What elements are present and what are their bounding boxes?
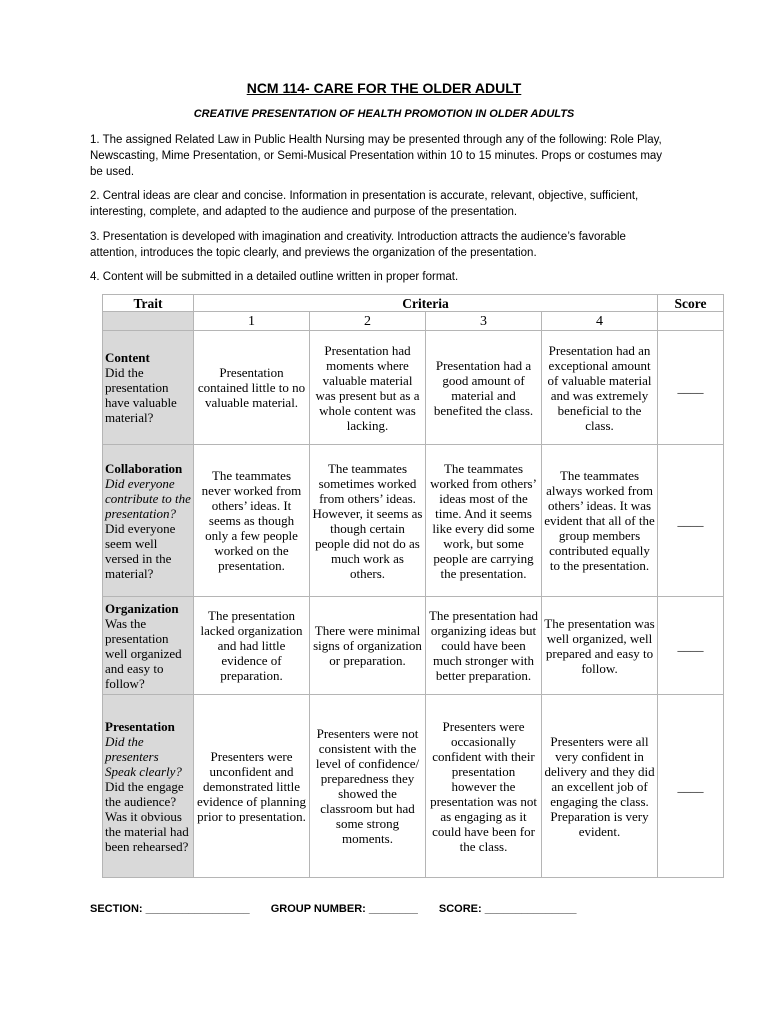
score-spacer: [658, 312, 724, 331]
trait-name: Presentation: [105, 718, 175, 734]
instruction-4: 4. Content will be submitted in a detailed outline written in proper format.: [90, 271, 459, 283]
criteria-cell: The presentation lacked organization and had little evidence of preparation.: [194, 597, 310, 695]
group-number-field[interactable]: GROUP NUMBER: ________: [270, 903, 418, 915]
trait-name: Organization: [105, 600, 179, 616]
document-title: NCM 114- CARE FOR THE OLDER ADULT: [246, 80, 522, 96]
score-field[interactable]: ____: [658, 597, 724, 695]
level-3: 3: [426, 312, 542, 331]
section-field[interactable]: SECTION: _________________: [90, 903, 250, 915]
criteria-cell: Presentation had moments where valuable material was present but as a whole content was lacking.: [310, 331, 426, 445]
trait-cell-collaboration: [103, 445, 194, 597]
criteria-cell: The teammates never worked from others’ ideas. It seems as though only a few people worked on the presentation.: [194, 445, 310, 597]
criteria-cell: Presenters were not consistent with the level of confidence/ preparedness they showed the classroom but had some strong moments.: [310, 695, 426, 878]
level-4: 4: [542, 312, 658, 331]
trait-header: Trait: [103, 295, 194, 312]
score-field[interactable]: ____: [658, 445, 724, 597]
criteria-cell: Presenters were occasionally confident with their presentation however the presentation was not as engaging as it could have been for the class.: [426, 695, 542, 878]
trait-question: Did the engage the audience? Was it obvious the material had been rehearsed?: [105, 778, 189, 854]
score-field[interactable]: ____: [658, 331, 724, 445]
criteria-cell: The teammates always worked from others’ ideas. It was evident that all of the group members contributed equally to the presentation.: [542, 445, 658, 597]
criteria-cell: The teammates sometimes worked from others’ ideas. However, it seems as though certain people did not do as much work as others.: [310, 445, 426, 597]
score-total-field[interactable]: SCORE: _______________: [438, 903, 577, 915]
criteria-cell: Presenters were all very confident in delivery and they did an excellent job of engaging the class. Preparation is very evident.: [542, 695, 658, 878]
criteria-cell: Presentation contained little to no valuable material.: [194, 331, 310, 445]
trait-question: Did everyone seem well versed in the material?: [105, 520, 176, 581]
instruction-1: 1. The assigned Related Law in Public Health Nursing may be presented through any of the following: Role Play, Newscasting, Mime Presentation, or Semi-Musical Presentation within 10 to 15 minutes. Props or costumes may be used.: [90, 134, 663, 178]
level-1: 1: [194, 312, 310, 331]
score-header: Score: [658, 295, 724, 312]
table-row: [103, 597, 724, 695]
document-subtitle: CREATIVE PRESENTATION OF HEALTH PROMOTION IN OLDER ADULTS: [193, 108, 575, 120]
trait-question-italic: Did the presenters Speak clearly?: [105, 733, 182, 779]
levels-row: [103, 312, 724, 331]
rubric-table: [102, 294, 724, 878]
criteria-cell: Presentation had a good amount of material and benefited the class.: [426, 331, 542, 445]
instruction-2: 2. Central ideas are clear and concise. Information in presentation is accurate, relevant, objective, sufficient, interesting, complete, and adapted to the audience and purpose of the presentation.: [90, 190, 639, 218]
table-row: [103, 695, 724, 878]
trait-cell-presentation: [103, 695, 194, 878]
criteria-cell: Presenters were unconfident and demonstrated little evidence of planning prior to presentation.: [194, 695, 310, 878]
criteria-cell: The presentation had organizing ideas but could have been much stronger with better preparation.: [426, 597, 542, 695]
criteria-cell: There were minimal signs of organization or preparation.: [310, 597, 426, 695]
criteria-cell: The teammates worked from others’ ideas most of the time. And it seems like every did some work, but some people are carrying the presentation.: [426, 445, 542, 597]
criteria-cell: Presentation had an exceptional amount of valuable material and was extremely beneficial to the class.: [542, 331, 658, 445]
trait-question-italic: Did everyone contribute to the presentation?: [105, 475, 191, 521]
instruction-3: 3. Presentation is developed with imagination and creativity. Introduction attracts the audience’s favorable attention, introduces the topic clearly, and previews the organization of the presentation.: [90, 231, 626, 259]
footer-fields: [90, 903, 690, 915]
trait-name: Content: [105, 350, 150, 365]
criteria-header: Criteria: [194, 295, 658, 312]
trait-cell-organization: [103, 597, 194, 695]
score-field[interactable]: ____: [658, 695, 724, 878]
trait-question: Did the presentation have valuable material?: [105, 365, 177, 425]
trait-name: Collaboration: [105, 460, 183, 476]
table-row: [103, 445, 724, 597]
header-row: [103, 295, 724, 312]
trait-question: Was the presentation well organized and easy to follow?: [105, 615, 182, 691]
table-row: [103, 331, 724, 445]
level-2: 2: [310, 312, 426, 331]
trait-cell-content: [103, 331, 194, 445]
trait-header-spacer: [103, 312, 194, 331]
criteria-cell: The presentation was well organized, well prepared and easy to follow.: [542, 597, 658, 695]
